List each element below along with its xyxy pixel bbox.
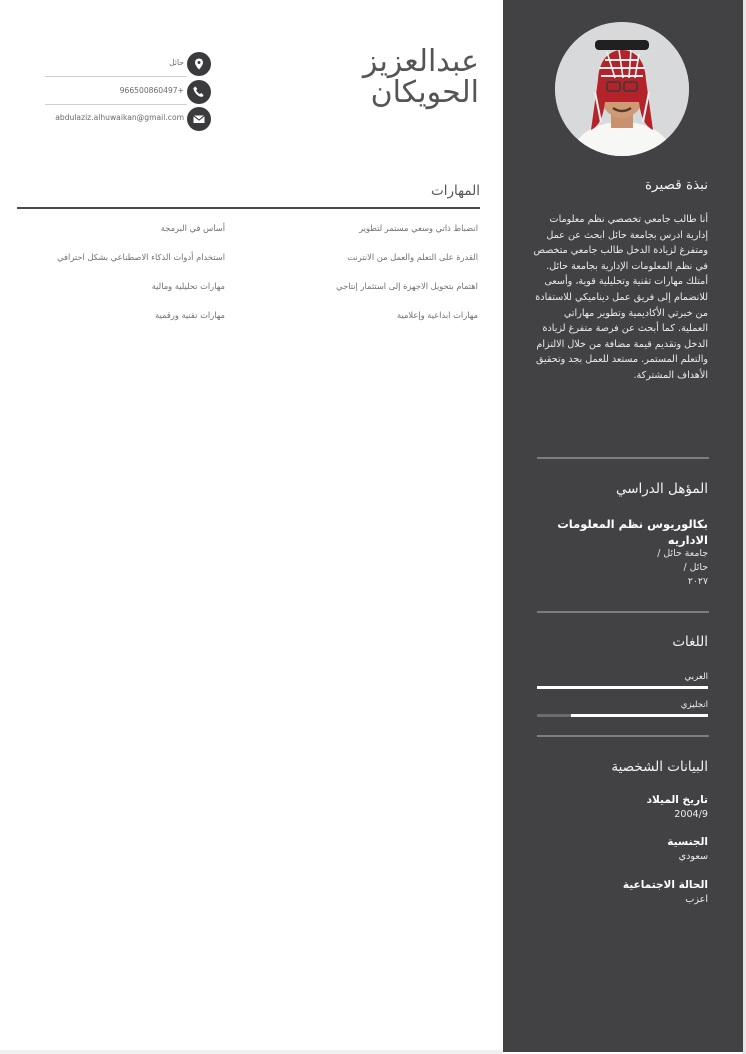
email-text[interactable]: abdulaziz.alhuwaikan@gmail.com <box>55 113 184 122</box>
section-divider <box>537 611 709 613</box>
graduation-year: ٢٠٢٧ <box>687 576 708 587</box>
language-level-bar <box>537 714 708 717</box>
degree-title: بكالوريوس نظم المعلومات الاداريه <box>557 517 708 547</box>
language-name: انجليزي <box>680 700 708 710</box>
phone-icon <box>187 80 211 104</box>
skill-item: أساس في البرمجة <box>160 223 225 233</box>
birthdate-value: 2004/9 <box>674 809 708 820</box>
skill-item: القدرة على التعلم والعمل من الانترنت <box>347 252 478 262</box>
skill-item: اهتمام بتحويل الاجهزة إلى استثمار إنتاجي <box>336 281 478 291</box>
personal-title: البيانات الشخصية <box>611 759 708 775</box>
skill-item: مهارات تقنية ورقمية <box>155 310 225 320</box>
marital-status-label: الحالة الاجتماعية <box>622 879 708 891</box>
section-divider <box>537 735 709 737</box>
education-title: المؤهل الدراسي <box>615 481 708 497</box>
skill-item: مهارات تحليلية ومالية <box>151 281 225 291</box>
language-level-fill <box>537 686 708 689</box>
phone-text: 966500860497+ <box>119 86 184 95</box>
section-divider <box>537 457 709 459</box>
sidebar <box>503 0 743 1052</box>
skill-item: انضباط ذاتي وسعي مستمر لتطوير <box>359 223 478 233</box>
about-text: أنا طالب جامعي تخصصي نظم معلومات إدارية ادرس بجامعة حائل ابحث عن عمل ومتفرغ لزيادة الدخل طالب جامعي متخصص في نظم المعلومات الإدارية بجامعة حائل. أمتلك مهارات تقنية وتحليلية قوية، وأسعى للانضمام إلى فريق عمل ديناميكي للاستفادة من خبرتي الأكاديمية وتطوير مهاراتي العملية. كما أبحث عن فرصة متفرغ لزيادة الدخل وتقديم قيمة مضافة من خلال الالتزام والتعلم المستمر. مستعد للعمل بجد وتحقيق الأهداف المشتركة. <box>533 214 708 381</box>
language-name: العربي <box>684 672 708 682</box>
marital-status-value: اعزب <box>685 894 708 905</box>
languages-title: اللغات <box>672 634 708 650</box>
skills-divider <box>17 207 480 209</box>
about-title: نبذة قصيرة <box>644 177 708 193</box>
skill-item: مهارات ابداعية وإعلامية <box>397 310 478 320</box>
location-text: حائل <box>169 58 184 67</box>
contact-divider <box>45 104 187 105</box>
skills-title: المهارات <box>431 183 480 199</box>
university-city: حائل / <box>683 562 708 573</box>
full-name: عبدالعزيز الحويكان <box>362 44 479 110</box>
nationality-label: الجنسية <box>667 836 708 848</box>
email-icon <box>187 107 211 131</box>
profile-photo <box>555 22 689 156</box>
university-name: جامعة حائل / <box>657 548 708 559</box>
language-level-bar <box>537 686 708 689</box>
language-level-fill <box>571 714 708 717</box>
page-bottom-edge <box>0 1050 503 1054</box>
skill-item: استخدام أدوات الذكاء الاصطناعي بشكل احترافي <box>57 252 225 262</box>
contact-divider <box>45 76 187 77</box>
birthdate-label: تاريخ الميلاد <box>646 794 708 806</box>
location-pin-icon <box>187 52 211 76</box>
nationality-value: سعودي <box>678 851 708 862</box>
